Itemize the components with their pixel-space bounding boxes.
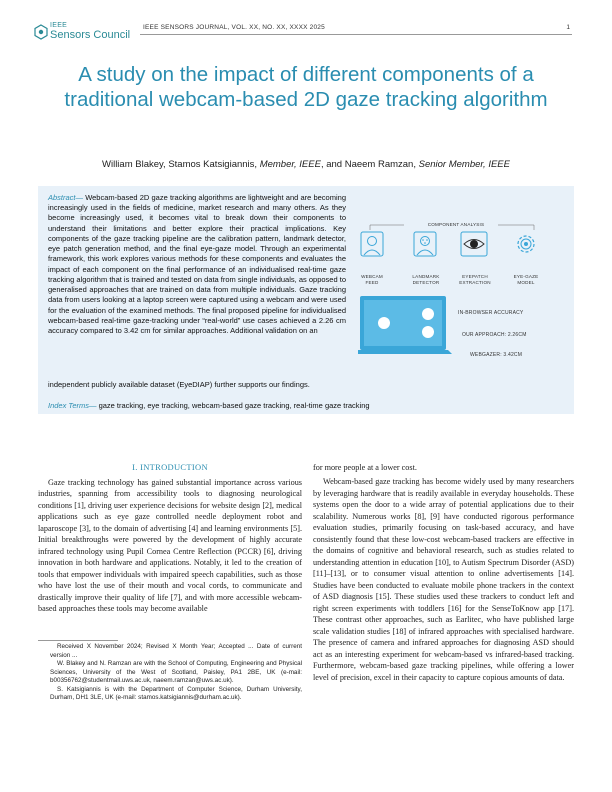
intro-paragraph-1: Gaze tracking technology has gained substantial importance across various industries, spanning from accessibility tools to diagnosing neurological conditions [1], driving user experience decisions for website design [2], medical applications such as eye gaze controlled needle deployment robot and laparoscope [3], to the domain of advertising [4] and learning environments [5]. Initial breakthroughs were powered by the development of highly accurate infrared technology using Pupil Cornea Centre Reflection (PCCR) [6], driving innovation in both hardware and applications. Notably, it led to the creation of tools that empower individuals with impaired speech capabilities, such as those who have lost the use of their mouth and vocal cords, to communicate and drastically improve their quality of life [7], and with more accessible webcam-based approaches these tools may become available — [38, 478, 302, 614]
abstract-text: Webcam-based 2D gaze tracking algorithms are lightweight and are becoming increasingly used in the fields of medicine, market research and many others. As they become increasingly used, it becomes vital to break down their components to understand their limitations and better explore their practical implications. Key components of the gaze tracking pipeline are the calibration pattern, landmark detector, eye patch generation method, and the final eye-gaze model. Through an experimental framework, this work explores various methods for these components and evaluates the impact of each component on the final performance of an individualised real-time gaze tracking algorithm that is trained and tested on data from single individuals, as opposed to generalised approaches that are trained on data from multiple individuals. Gaze tracking data from users looking at a laptop screen were captured using a webcam and were used for the evaluation of the examined methods. The final proposed pipeline for individualised webcam-based real-time gaze-tracking under “real-world” use cases achieved a 2.26 cm accuracy compared to 3.42 cm for similar approaches. Additional validation on an — [48, 193, 346, 336]
label-landmark-detector: LANDMARK DETECTOR — [412, 274, 440, 285]
right-column-text — [313, 462, 574, 683]
paper-title: A study on the impact of different components of a traditional webcam-based 2D gaze tracking algorithm — [64, 63, 548, 111]
authors-part1: William Blakey, Stamos Katsigiannis, — [102, 159, 260, 170]
footnote-received: Received X November 2024; Revised X Month Year; Accepted ... Date of current version ... — [50, 643, 302, 659]
header-rule — [140, 34, 572, 35]
abstract-label: Abstract— — [48, 193, 84, 202]
footnote-rule — [38, 640, 118, 641]
label-eye-gaze-model: EYE-GAZE MODEL — [513, 274, 539, 285]
logo-line1: IEEE — [50, 22, 68, 29]
footnote-affiliation-2: S. Katsigiannis is with the Department of Computer Science, Durham University, Durham, DH1 3LE, UK (e-mail: stamos.katsigiannis@durham.ac.uk). — [50, 685, 302, 702]
intro-paragraph-2: Webcam-based gaze tracking has become widely used by many researchers by leveraging hardware that is readily available in everyday households. These systems open the door to a wide array of potential applications due to their scalability. Numerous works [8], [9] have conducted rigorous performance evaluation studies, primarily focusing on task-based accuracy, and have consistently found that these low-cost webcam-based trackers are effective in the domains of cognitive and behavioral research, such as studies related to understanding attention in education [10], to Autism Spectrum Disorder (ASD) [11]–[13], or to consumer visual attention to online advertisements [14]. Studies have been conducted to evaluate mobile phone trackers in the context of ASD diagnosis [15]. These studies used these trackers to conduct left and right screen experiments with toddlers [16] for the SenseToKnow app [17]. These contrast other approaches, such as Earlitec, who have published large scale validation studies [18] of infrared approaches with specialised hardware. The presence of camera and infrared approaches for diagnosing ASD should act as an interesting experiment for webcam-based vs infrared-based tracking. Furthermore, webcam-based gaze tracking pipelines, while offering a lower level of precision, excel in their capacity to capture copious amounts of data. — [313, 477, 574, 682]
abstract-body — [48, 193, 346, 336]
our-approach-result: OUR APPROACH: 2.26CM — [462, 332, 527, 338]
index-terms — [48, 401, 568, 410]
index-terms-label: Index Terms— — [48, 401, 97, 410]
graphical-abstract-figure — [358, 222, 568, 400]
webgazer-result: WEBGAZER: 3.42CM — [470, 352, 523, 358]
component-analysis-heading: COMPONENT ANALYSIS — [427, 222, 485, 227]
intro-paragraph-1-continued: for more people at a lower cost. — [313, 463, 417, 472]
author-list — [40, 159, 572, 170]
section-heading-introduction: I. INTRODUCTION — [132, 462, 208, 472]
landmark-detector-icon — [414, 232, 436, 256]
in-browser-accuracy-heading: IN-BROWSER ACCURACY — [458, 310, 524, 316]
footnotes — [50, 643, 302, 703]
webcam-feed-icon — [361, 232, 383, 256]
logo-mark-icon — [34, 24, 48, 40]
author-role2: Senior Member, IEEE — [418, 159, 510, 170]
author-role1: Member, IEEE — [259, 159, 321, 170]
index-terms-text: gaze tracking, eye tracking, webcam-based gaze tracking, real-time gaze tracking — [96, 401, 370, 410]
eye-gaze-model-gear-icon — [518, 236, 534, 252]
page-number: 1 — [566, 24, 570, 31]
authors-part2: , and Naeem Ramzan, — [320, 159, 419, 170]
running-head: IEEE SENSORS JOURNAL, VOL. XX, NO. XX, XXXX 2025 — [143, 24, 325, 31]
logo-line2: Sensors Council — [50, 29, 131, 41]
laptop-screen-illustration — [358, 296, 452, 354]
label-webcam-feed: WEBCAM FEED — [361, 274, 383, 285]
label-eyepatch-extraction: EYEPATCH EXTRACTION — [459, 274, 491, 285]
abstract-text-continued: independent publicly available dataset (EyeDIAP) further supports our findings. — [48, 380, 310, 389]
eyepatch-extraction-icon — [461, 232, 487, 256]
footnote-affiliation-1: W. Blakey and N. Ramzan are with the School of Computing, Engineering and Physical Sciences, University of the West of Scotland, Paisley, PA1 2BE, UK (e-mail: b00356762@studentmail.uws.ac.uk, naeem.ramzan@uws.ac.uk). — [50, 660, 302, 685]
ieee-sensors-council-logo — [34, 22, 144, 50]
